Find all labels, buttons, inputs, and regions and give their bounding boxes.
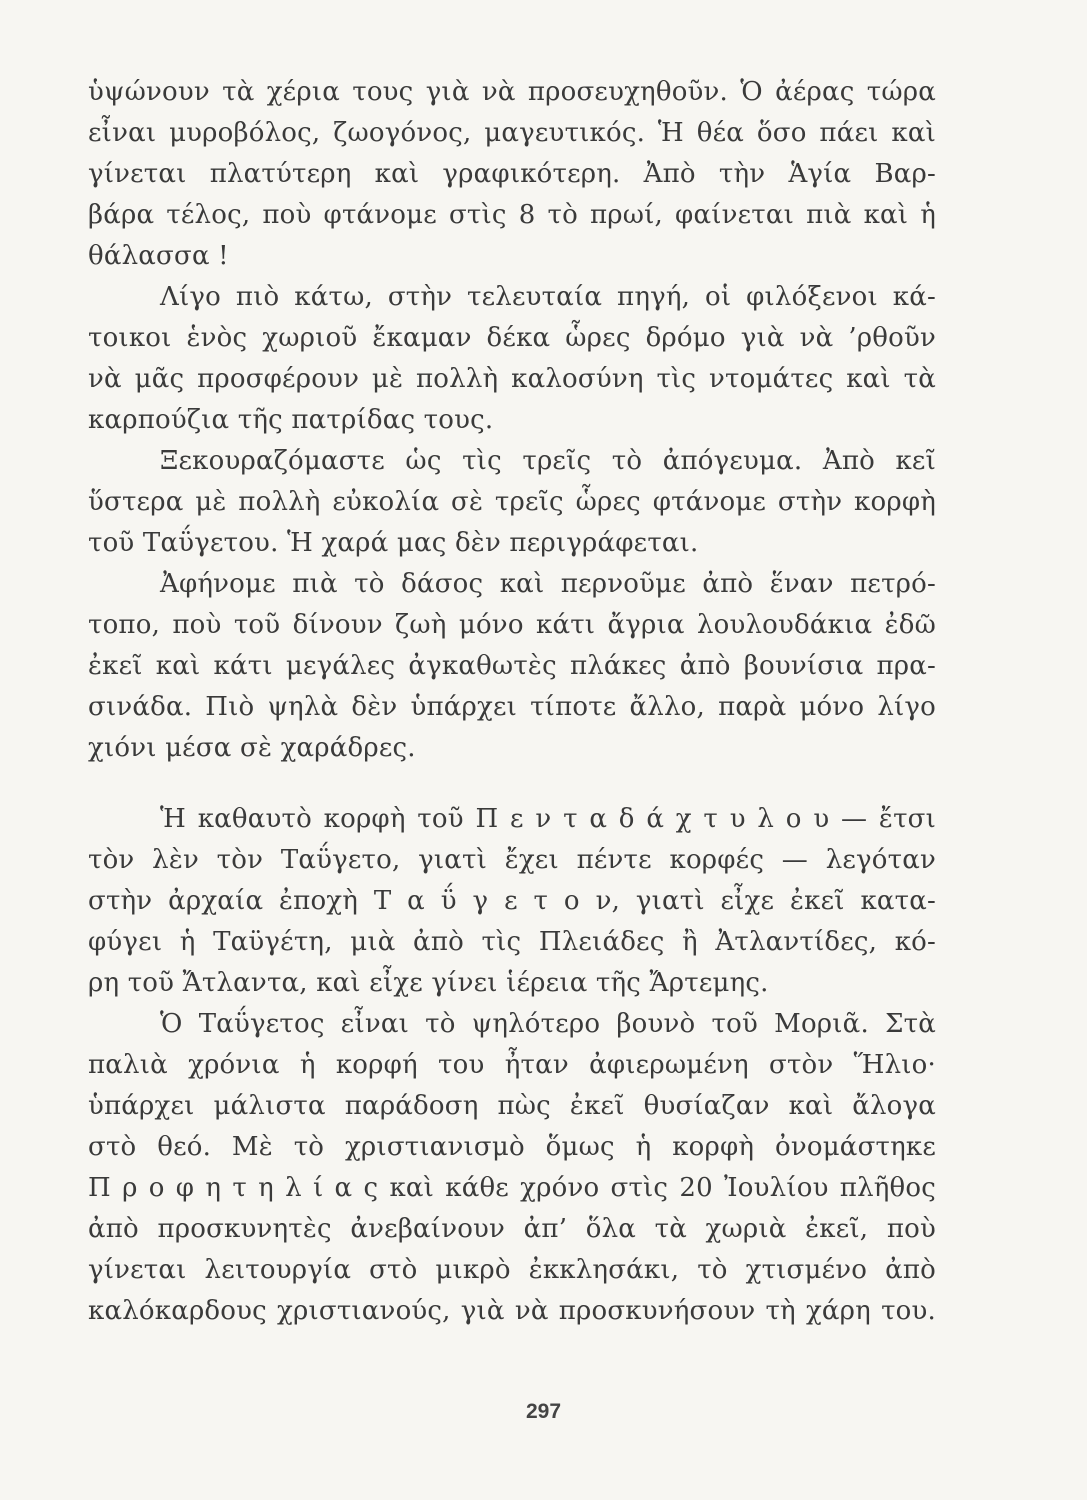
text-line: Ἡ καθαυτὸ κορφὴ τοῦ Π ε ν τ α δ ά χ τ υ λ ο υ — ἔτσι — [160, 804, 936, 834]
text-line: Π ρ ο φ η τ η λ ί α ς καὶ κάθε χρόνο στὶς 20 Ἰουλίου πλῆθος — [88, 1173, 936, 1203]
text-line: ἐκεῖ καὶ κάτι μεγάλες ἀγκαθωτὲς πλάκες ἀπὸ βουνίσια πρα- — [88, 651, 936, 681]
text-line: ἀπὸ προσκυνητὲς ἀνεβαίνουν ἀπ’ ὅλα τὰ χωριὰ ἐκεῖ, ποὺ — [88, 1214, 936, 1244]
text-line: Ξεκουραζόμαστε ὡς τὶς τρεῖς τὸ ἀπόγευμα. Ἀπὸ κεῖ — [160, 446, 936, 476]
text-line: τοπο, ποὺ τοῦ δίνουν ζωὴ μόνο κάτι ἄγρια λουλουδάκια ἐδῶ — [88, 610, 936, 640]
paragraph-3 — [88, 441, 936, 564]
page-number: 297 — [525, 1400, 562, 1423]
text-line: τοικοι ἑνὸς χωριοῦ ἔκαμαν δέκα ὧρες δρόμο γιὰ νὰ ’ρθοῦν — [88, 323, 936, 353]
section-gap — [88, 769, 936, 799]
text-line: νὰ μᾶς προσφέρουν μὲ πολλὴ καλοσύνη τὶς ντομάτες καὶ τὰ — [88, 364, 936, 394]
text-line: καλόκαρδους χριστιανούς, γιὰ νὰ προσκυνήσουν τὴ χάρη του. — [88, 1296, 936, 1326]
paragraph-5 — [88, 799, 936, 1004]
text-line: Ὁ Ταΰγετος εἶναι τὸ ψηλότερο βουνὸ τοῦ Μοριᾶ. Στὰ — [160, 1009, 936, 1039]
text-line: χιόνι μέσα σὲ χαράδρες. — [88, 733, 416, 763]
text-line: βάρα τέλος, ποὺ φτάνομε στὶς 8 τὸ πρωί, φαίνεται πιὰ καὶ ἡ — [88, 200, 936, 230]
paragraph-4 — [88, 564, 936, 769]
paragraph-1 — [88, 72, 936, 277]
text-line: Λίγο πιὸ κάτω, στὴν τελευταία πηγή, οἱ φιλόξενοι κά- — [160, 282, 936, 312]
paragraph-2 — [88, 277, 936, 441]
paragraph-6 — [88, 1004, 936, 1332]
text-line: ὑψώνουν τὰ χέρια τους γιὰ νὰ προσευχηθοῦν. Ὁ ἀέρας τώρα — [88, 77, 936, 107]
text-line: καρπούζια τῆς πατρίδας τους. — [88, 405, 494, 435]
text-line: τοῦ Ταΰγετου. Ἡ χαρά μας δὲν περιγράφεται. — [88, 528, 699, 558]
text-line: ὕστερα μὲ πολλὴ εὐκολία σὲ τρεῖς ὧρες φτάνομε στὴν κορφὴ — [88, 487, 936, 517]
text-line: παλιὰ χρόνια ἡ κορφή του ἦταν ἀφιερωμένη στὸν Ἥλιο· — [88, 1050, 936, 1080]
text-line: γίνεται λειτουργία στὸ μικρὸ ἐκκλησάκι, τὸ χτισμένο ἀπὸ — [88, 1255, 936, 1285]
text-line: ρη τοῦ Ἄτλαντα, καὶ εἶχε γίνει ἱέρεια τῆς Ἄρτεμης. — [88, 968, 769, 998]
text-line: φύγει ἡ Ταϋγέτη, μιὰ ἀπὸ τὶς Πλειάδες ἢ Ἀτλαντίδες, κό- — [88, 927, 936, 957]
text-line: στὸ θεό. Μὲ τὸ χριστιανισμὸ ὅμως ἡ κορφὴ ὀνομάστηκε — [88, 1132, 936, 1162]
text-line: στὴν ἀρχαία ἐποχὴ Τ α ΰ γ ε τ ο ν, γιατὶ εἶχε ἐκεῖ κατα- — [88, 886, 936, 916]
text-line: θάλασσα ! — [88, 241, 229, 271]
text-line: σινάδα. Πιὸ ψηλὰ δὲν ὑπάρχει τίποτε ἄλλο, παρὰ μόνο λίγο — [88, 692, 936, 722]
text-line: γίνεται πλατύτερη καὶ γραφικότερη. Ἀπὸ τὴν Ἁγία Βαρ- — [88, 159, 936, 189]
text-line: ὑπάρχει μάλιστα παράδοση πὼς ἐκεῖ θυσίαζαν καὶ ἄλογα — [88, 1091, 936, 1121]
text-line: Ἀφήνομε πιὰ τὸ δάσος καὶ περνοῦμε ἀπὸ ἕναν πετρό- — [160, 569, 936, 599]
text-line: τὸν λὲν τὸν Ταΰγετο, γιατὶ ἔχει πέντε κορφές — λεγόταν — [88, 845, 936, 875]
text-line: εἶναι μυροβόλος, ζωογόνος, μαγευτικός. Ἡ θέα ὅσο πάει καὶ — [88, 118, 936, 148]
page-text — [88, 72, 936, 1332]
